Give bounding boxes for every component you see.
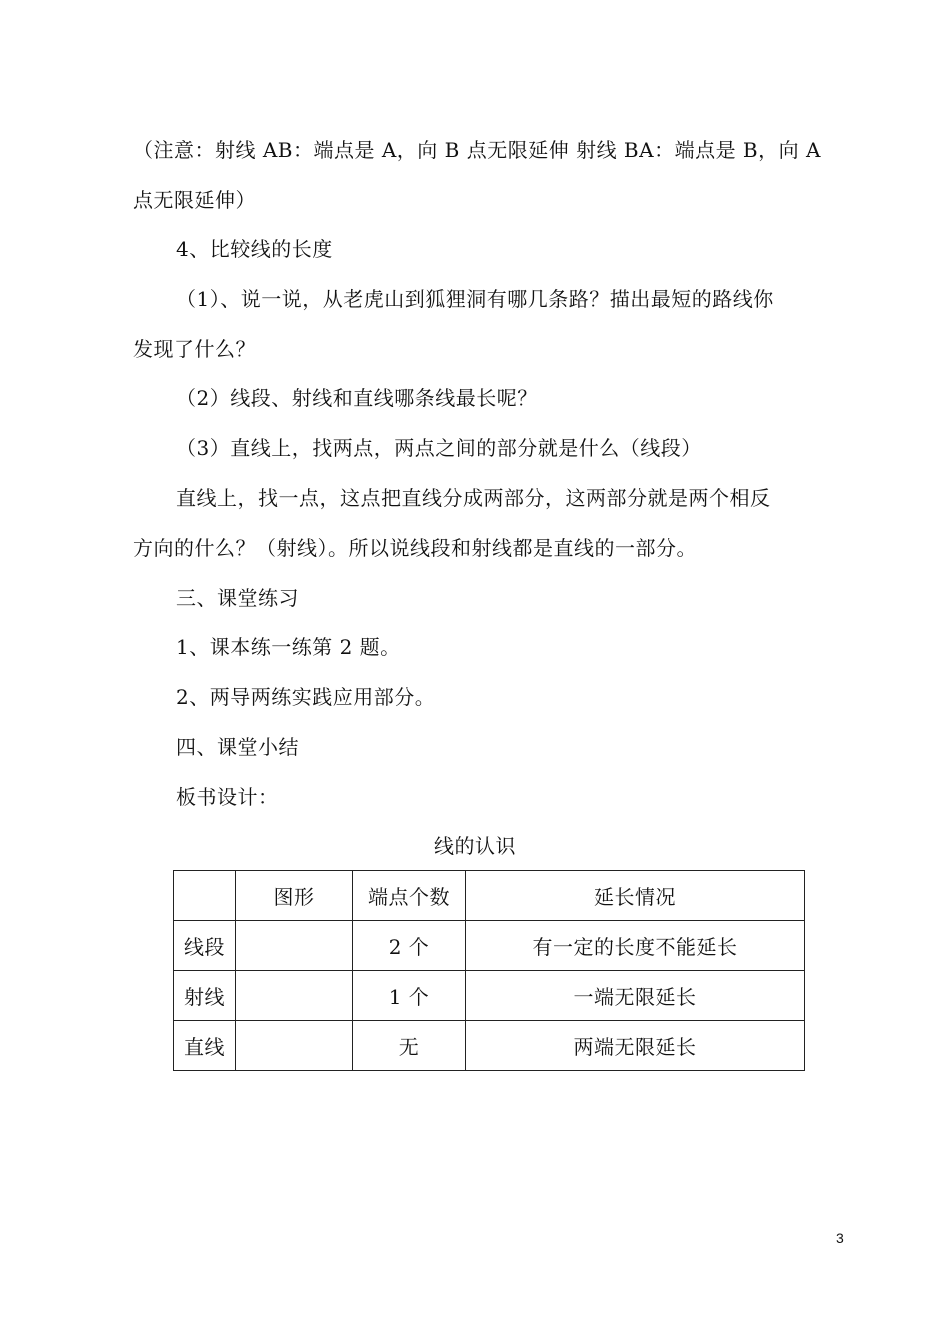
paragraph-note: （注意：射线 AB：端点是 A，向 B 点无限延伸 射线 BA：端点是 B，向 A — [133, 138, 821, 162]
table-header-row — [174, 871, 805, 921]
heading-practice: 三、课堂练习 — [176, 586, 299, 610]
paragraph-q2: （2）线段、射线和直线哪条线最长呢？ — [176, 386, 538, 410]
heading-summary: 四、课堂小结 — [176, 735, 299, 759]
cell-extension: 两端无限延长 — [466, 1021, 805, 1071]
header-cell-endpoints: 端点个数 — [353, 871, 466, 921]
row-label-segment: 线段 — [174, 921, 236, 971]
heading-compare-length: 4、比较线的长度 — [176, 237, 333, 261]
paragraph-q3: （3）直线上，找两点，两点之间的部分就是什么（线段） — [176, 436, 702, 460]
row-label-ray: 射线 — [174, 971, 236, 1021]
paragraph-ray-cont: 方向的什么？（射线）。所以说线段和射线都是直线的一部分。 — [133, 536, 697, 560]
table-row — [174, 921, 805, 971]
page-number: 3 — [836, 1230, 844, 1246]
cell-shape — [236, 1021, 353, 1071]
table-row — [174, 971, 805, 1021]
cell-extension: 有一定的长度不能延长 — [466, 921, 805, 971]
cell-shape — [236, 921, 353, 971]
cell-shape — [236, 971, 353, 1021]
cell-endpoints: 2 个 — [353, 921, 466, 971]
practice-item-1: 1、课本练一练第 2 题。 — [176, 635, 401, 659]
paragraph-q1: （1）、说一说，从老虎山到狐狸洞有哪几条路？描出最短的路线你 — [176, 287, 774, 311]
table-caption: 线的认识 — [434, 834, 516, 858]
paragraph-q1-cont: 发现了什么？ — [133, 337, 256, 361]
cell-extension: 一端无限延长 — [466, 971, 805, 1021]
row-label-line: 直线 — [174, 1021, 236, 1071]
practice-item-2: 2、两导两练实践应用部分。 — [176, 685, 436, 709]
header-cell-shape: 图形 — [236, 871, 353, 921]
paragraph-note-cont: 点无限延伸） — [133, 188, 256, 212]
header-cell-extension: 延长情况 — [466, 871, 805, 921]
table-row — [174, 1021, 805, 1071]
heading-board-design: 板书设计： — [176, 785, 279, 809]
cell-endpoints: 无 — [353, 1021, 466, 1071]
header-cell-empty — [174, 871, 236, 921]
board-design-table — [173, 870, 805, 1071]
cell-endpoints: 1 个 — [353, 971, 466, 1021]
paragraph-ray: 直线上，找一点，这点把直线分成两部分，这两部分就是两个相反 — [176, 486, 771, 510]
